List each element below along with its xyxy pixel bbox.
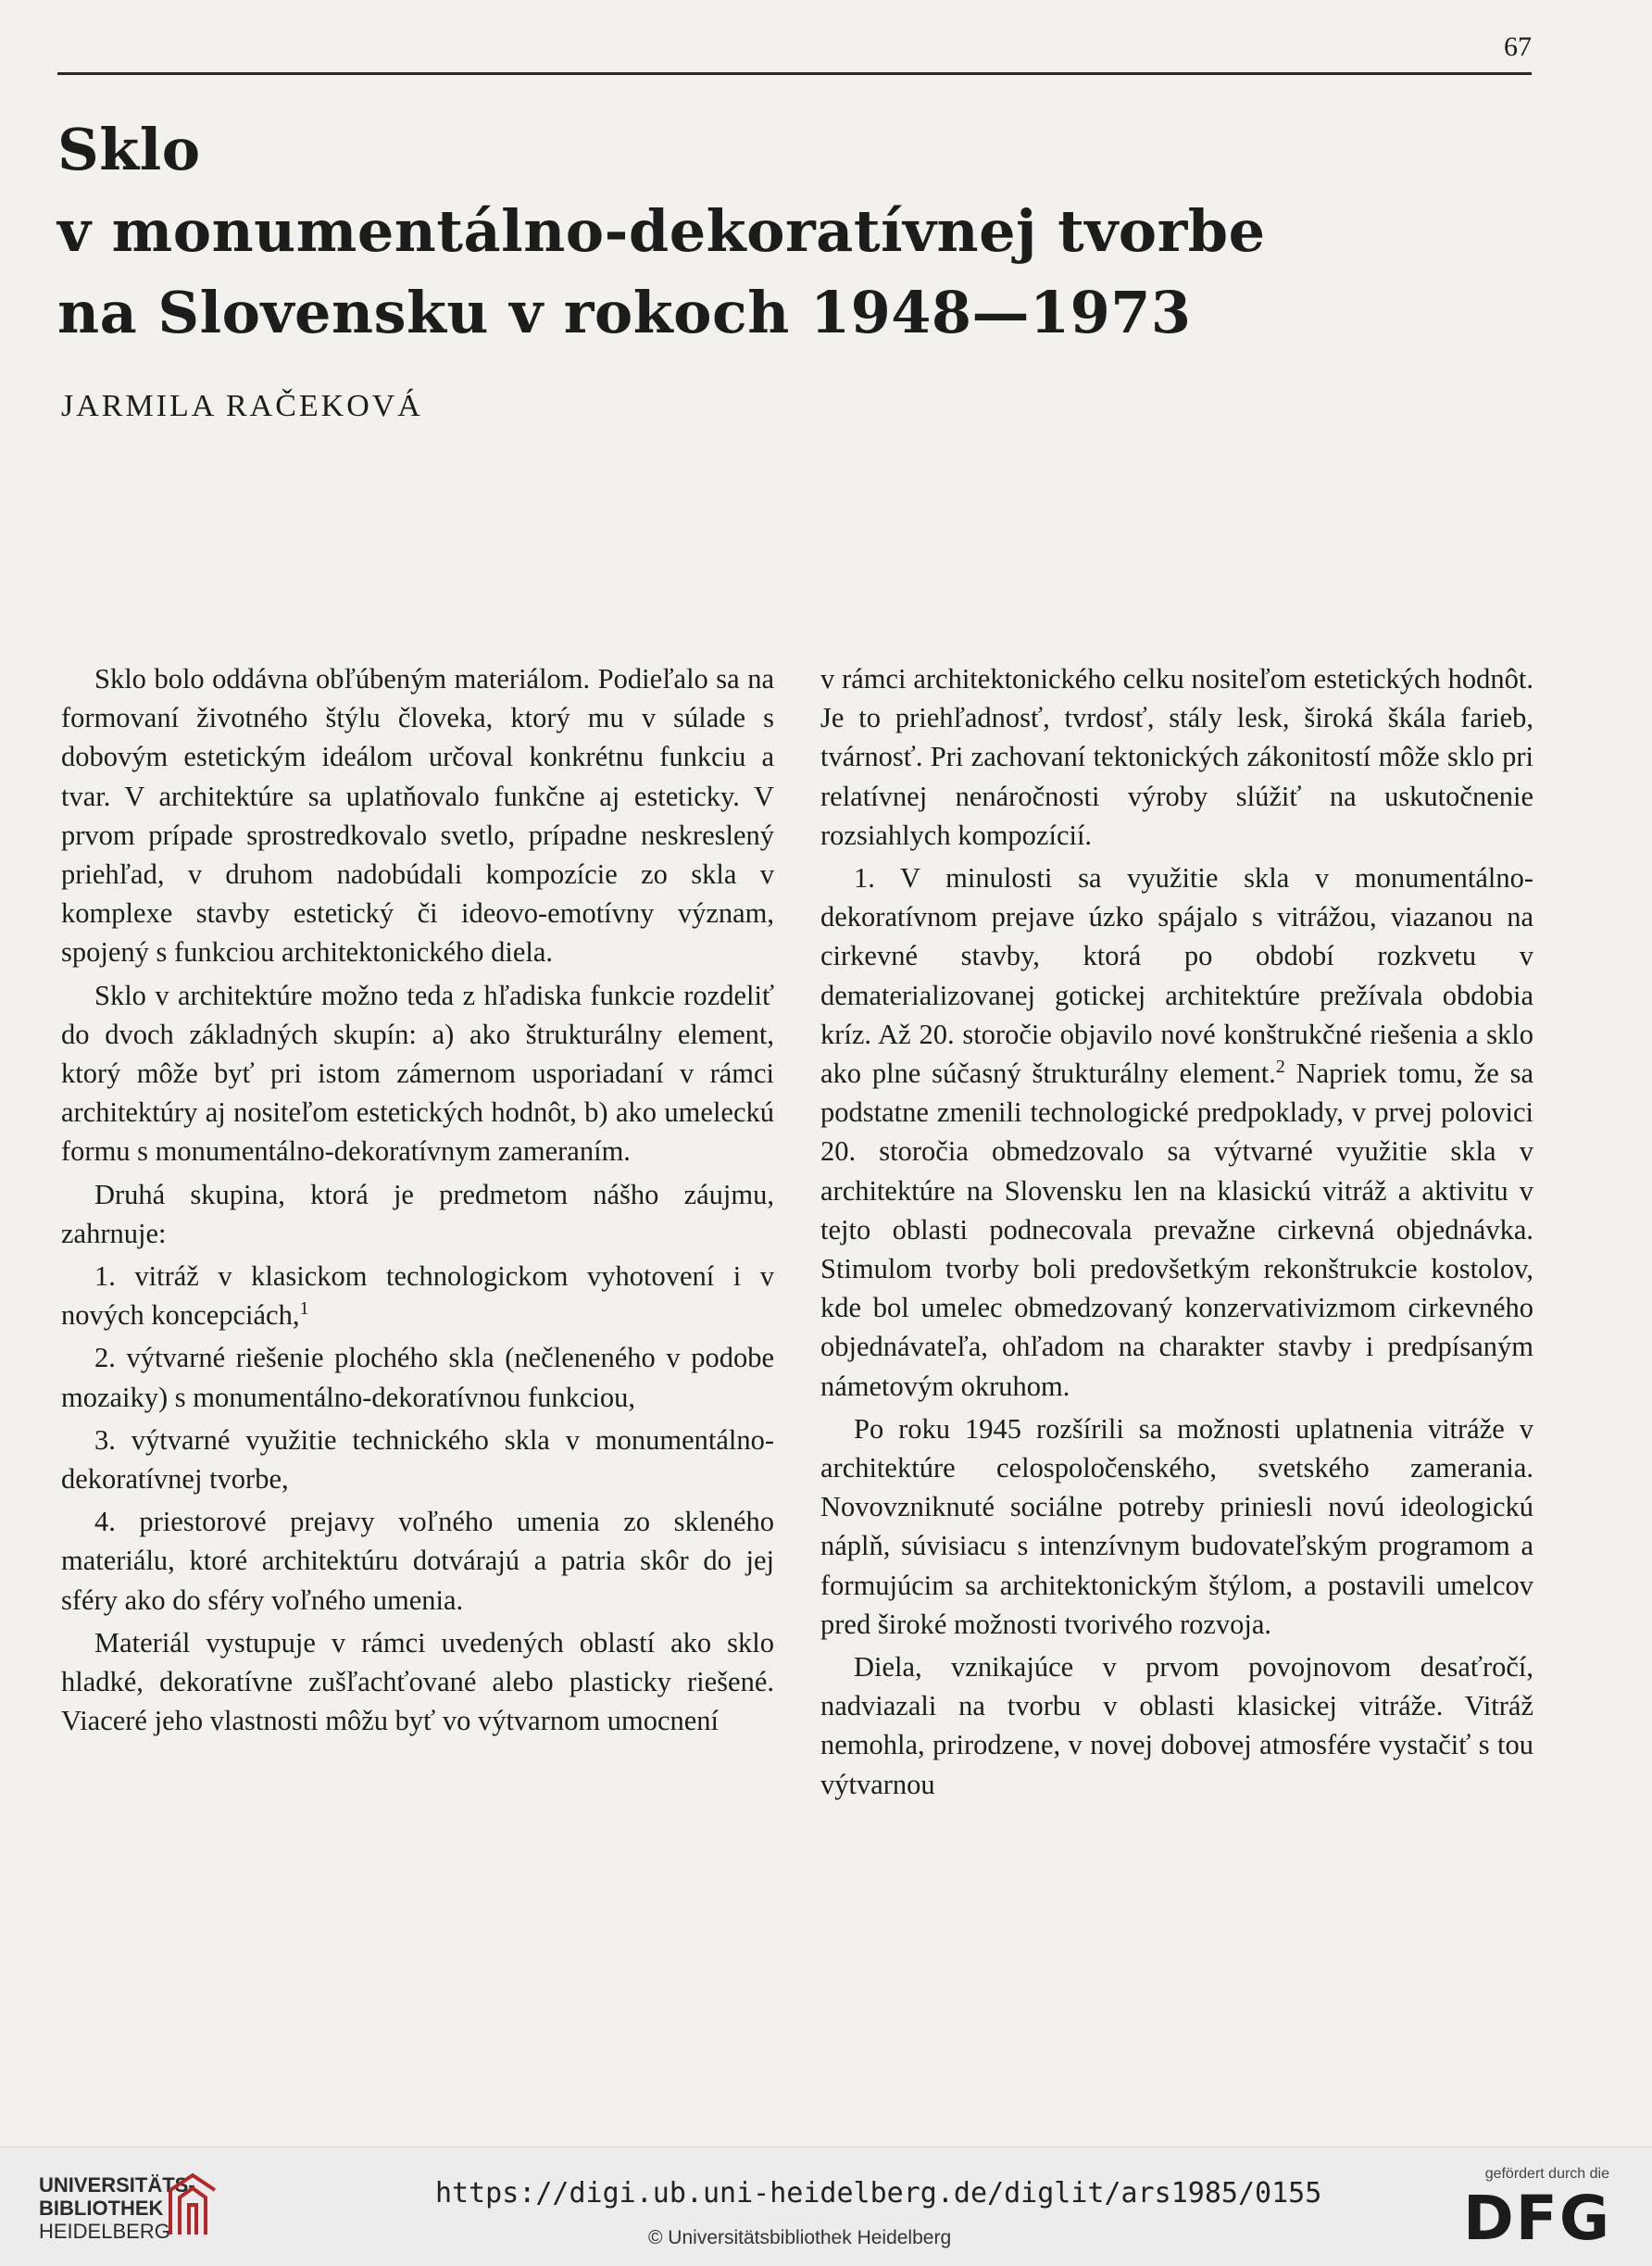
left-text-column	[61, 659, 774, 1744]
library-name-line: HEIDELBERG	[39, 2220, 170, 2243]
paragraph: Sklo v architektúre možno teda z hľadiska funkcie rozdeliť do dvoch základných skupín: a) ako štrukturálny element, ktorý môže byť pri istom zámernom usporiadaní v rámci architektúry aj nositeľom estetických hodnôt, b) ako umeleckú formu s monumentálno-dekoratívnym zameraním.	[61, 979, 774, 1168]
copyright-notice: © Universitätsbibliothek Heidelberg	[648, 2227, 952, 2248]
right-text-column	[820, 659, 1533, 1808]
author-name: JARMILA RAČEKOVÁ	[61, 389, 423, 423]
funding-caption: gefördert durch die	[1484, 2166, 1609, 2182]
paragraph: Diela, vznikajúce v prvom povojnovom desaťročí, nadviazali na tvorbu v oblasti klasickej vitráže. Vitráž nemohla, prirodzene, v novej dobovej atmosfére vystačiť s tou výtvarnou	[820, 1651, 1533, 1800]
list-item: 4. priestorové prejavy voľného umenia zo skleného materiálu, ktoré architektúru dotvárajú a patria skôr do jej sféry ako do sféry voľného umenia.	[61, 1506, 774, 1616]
page-number: 67	[1504, 31, 1532, 62]
paragraph: Sklo bolo oddávna obľúbeným materiálom. Podieľalo sa na formovaní životného štýlu človeka, ktorý mu v súlade s dobovým estetickým ideálom určoval konkrétnu funkciu a tvar. V architektúre sa uplatňovalo funkčne aj esteticky. V prvom prípade sprostredkovalo svetlo, prípadne neskreslený priehľad, v druhom nadobúdali kompozície zo skla v komplexe stavby estetický či ideovo-emotívny význam, spojený s funkciou architektonického diela.	[61, 663, 774, 969]
paragraph: Po roku 1945 rozšírili sa možnosti uplatnenia vitráže v architektúre celospoločenského, svetského zamerania. Novovzniknuté sociálne potreby priniesli novú ideologickú náplň, súvisiacu s intenzívnym budovateľským programom a formujúcim sa architektonickým štýlom, a postavili umelcov pred široké možnosti tvorivého rozvoja.	[820, 1412, 1533, 1640]
footer-bar	[0, 2147, 1652, 2266]
paragraph: Materiál vystupuje v rámci uvedených oblastí ako sklo hladké, dekoratívne zušľachťované alebo plasticky riešené. Viaceré jeho vlastnosti môžu byť vo výtvarnom umocnení	[61, 1626, 774, 1737]
library-name-line: UNIVERSITÄTS-	[39, 2173, 195, 2197]
footnote-mark: 1	[299, 1298, 309, 1320]
permalink-url[interactable]: https://digi.ub.uni-heidelberg.de/diglit/ars1985/0155	[435, 2177, 1322, 2210]
paragraph	[820, 858, 1533, 1406]
article-title	[57, 109, 1502, 354]
library-name-line: BIBLIOTHEK	[39, 2197, 164, 2220]
dfg-logo: DFG	[1462, 2183, 1611, 2254]
title-line-1: Sklo	[57, 116, 201, 183]
footnote-mark: 2	[1275, 1056, 1285, 1077]
paragraph-text: 1. V minulosti sa využitie skla v monumentálno-dekoratívnom prejave úzko spájalo s vitrážou, viazanou na cirkevné stavby, ktorá po období rozkvetu v dematerializovanej gotickej architektúre prežívala obdobia kríz. Až 20. storočie objavilo nové konštrukčné riešenia a sklo ako plne súčasný štrukturálny element.	[820, 862, 1533, 1090]
title-line-3: na Slovensku v rokoch 1948—1973	[57, 279, 1192, 346]
top-rule	[57, 72, 1532, 75]
paragraph-text: Napriek tomu, že sa podstatne zmenili technologické predpoklady, v prvej polovici 20. storočia obmedzovalo sa výtvarné využitie skla v architektúre na Slovensku len na klasickú vitráž a aktivitu v tejto oblasti podnecovala prevažne cirkevná objednávka. Stimulom tvorby boli predovšetkým rekonštrukcie kostolov, kde bol umelec obmedzovaný konzervativizmom cirkevného objednávateľa, ohľadom na charakter stavby i predpísaným námetovým okruhom.	[820, 1058, 1533, 1402]
list-item	[61, 1257, 774, 1334]
ub-heidelberg-logo-icon	[165, 2170, 220, 2240]
list-item-text: 1. vitráž v klasickom technologickom vyhotovení i v nových koncepciách,	[61, 1260, 774, 1332]
paragraph: v rámci architektonického celku nositeľom estetických hodnôt. Je to priehľadnosť, tvrdosť, stály lesk, široká škála farieb, tvárnosť. Pri zachovaní tektonických zákonitostí môže sklo pri relatívnej nenáročnosti výroby slúžiť na uskutočnenie rozsiahlych kompozícií.	[820, 663, 1533, 851]
list-item: 2. výtvarné riešenie plochého skla (nečleneného v podobe mozaiky) s monumentálno-dekoratívnou funkciou,	[61, 1342, 774, 1413]
title-line-2: v monumentálno-dekoratívnej tvorbe	[57, 197, 1266, 265]
paragraph: Druhá skupina, ktorá je predmetom nášho záujmu, zahrnuje:	[61, 1178, 774, 1249]
list-item: 3. výtvarné využitie technického skla v monumentálno-dekoratívnej tvorbe,	[61, 1423, 774, 1496]
